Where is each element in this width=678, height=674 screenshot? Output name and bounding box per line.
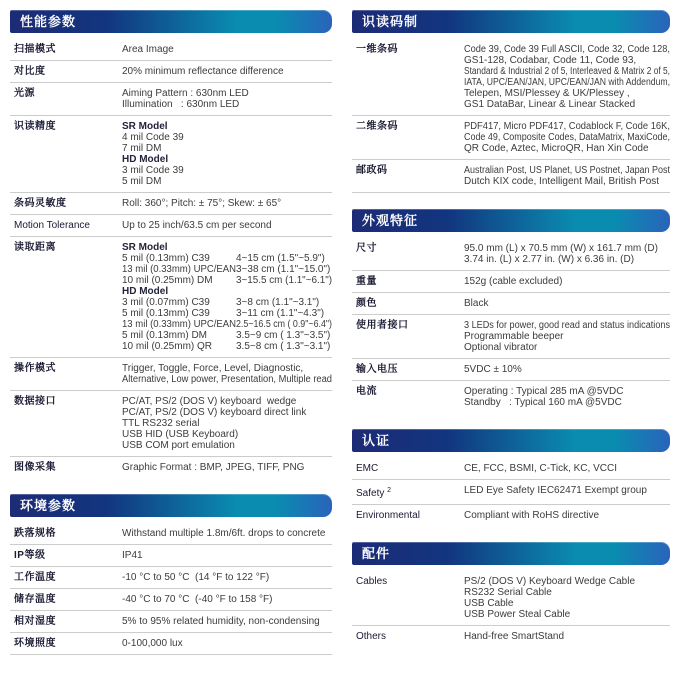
spec-label-text: 对比度	[14, 66, 46, 77]
spec-value-line	[122, 462, 332, 473]
section-symbology	[352, 10, 670, 193]
spec-row	[10, 237, 332, 358]
spec-label	[10, 220, 122, 231]
spec-value-text: 3~8 cm (1.1"~3.1")	[236, 297, 320, 308]
spec-value-text: 13 mil (0.33mm) UPC/EAN	[122, 319, 236, 330]
spec-range-distance	[236, 308, 332, 319]
spec-label	[10, 550, 122, 561]
spec-value-text: Code 39, Code 39 Full ASCII, Code 32, Code 128,	[464, 44, 670, 55]
spec-value-text: 5 mil (0.13mm) DM	[122, 330, 208, 341]
spec-label-text: Others	[356, 631, 387, 643]
spec-value	[122, 44, 332, 55]
spec-range-distance	[236, 297, 332, 308]
spec-value-line	[122, 66, 332, 77]
spec-row	[352, 116, 670, 160]
spec-row	[352, 480, 670, 505]
spec-value-text: Australian Post, US Planet, US Postnet, Japan Post	[464, 165, 670, 176]
spec-value-text: Trigger, Toggle, Force, Level, Diagnostic,	[122, 363, 304, 374]
spec-label-text: IP等级	[14, 550, 46, 561]
spec-value-text: 3.74 in. (L) x 2.77 in. (W) x 6.36 in. (D)	[464, 254, 635, 265]
spec-label	[10, 242, 122, 352]
spec-value-text: -10 °C to 50 °C (14 °F to 122 °F)	[122, 572, 270, 583]
spec-label-text: 储存温度	[14, 594, 56, 605]
spec-value-text: Standby : Typical 160 mA @5VDC	[464, 397, 622, 408]
spec-range-spec	[122, 297, 236, 308]
spec-value-text: Area Image	[122, 44, 174, 55]
spec-value-text: IATA, UPC/EAN/JAN, UPC/EAN/JAN with Addendum,	[464, 77, 670, 88]
spec-value-line	[464, 463, 670, 474]
spec-value-line	[464, 510, 670, 521]
spec-value	[464, 44, 670, 110]
section-appearance	[352, 209, 670, 413]
spec-value	[122, 363, 332, 385]
spec-row	[352, 293, 670, 315]
spec-value	[122, 242, 332, 352]
spec-value	[464, 276, 670, 287]
spec-label	[352, 121, 464, 154]
spec-value-text: Illumination : 630nm LED	[122, 99, 240, 110]
spec-value-text: Black	[464, 298, 489, 309]
spec-label	[10, 594, 122, 605]
spec-value-line	[464, 598, 670, 609]
spec-value-subheading	[122, 154, 332, 165]
spec-value	[464, 298, 670, 309]
spec-value-line	[464, 132, 670, 143]
spec-label-text: 输入电压	[356, 364, 398, 375]
spec-row	[10, 83, 332, 116]
spec-value-line	[122, 440, 332, 451]
spec-value-text: 2.5~16.5 cm ( 0.9"~6.4")	[236, 319, 332, 330]
spec-label	[352, 485, 464, 499]
spec-label	[352, 276, 464, 287]
spec-label	[352, 510, 464, 521]
spec-label-text: 操作模式	[14, 363, 56, 374]
spec-value-text: 5 mil DM	[122, 176, 162, 187]
spec-value-line	[122, 429, 332, 440]
spec-value-text: 3~11 cm (1.1"~4.3")	[236, 308, 325, 319]
spec-row	[10, 633, 332, 655]
spec-value-text: Up to 25 inch/63.5 cm per second	[122, 220, 272, 231]
spec-label	[352, 298, 464, 309]
spec-value-line	[122, 220, 332, 231]
spec-value	[464, 485, 670, 499]
spec-value-text: Aiming Pattern : 630nm LED	[122, 88, 249, 99]
spec-value-text: TTL RS232 serial	[122, 418, 200, 429]
spec-value-line	[464, 121, 670, 132]
spec-label-text: 使用者接口	[356, 320, 409, 331]
spec-value	[122, 528, 332, 539]
section-header-performance	[10, 10, 332, 33]
spec-value	[122, 121, 332, 187]
section-title: 配件	[362, 546, 391, 562]
spec-value-text: 0-100,000 lux	[122, 638, 183, 649]
spec-label	[10, 66, 122, 77]
spec-row	[10, 545, 332, 567]
spec-value-text: 4~15 cm (1.5"~5.9")	[236, 253, 325, 264]
spec-label-text: 图像采集	[14, 462, 56, 473]
spec-value-text: Alternative, Low power, Presentation, Multiple read	[122, 374, 332, 385]
spec-label	[10, 363, 122, 385]
spec-value-line	[122, 198, 332, 209]
spec-value	[464, 121, 670, 154]
spec-label	[10, 528, 122, 539]
spec-value-text: GS1 DataBar, Linear & Linear Stacked	[464, 99, 636, 110]
spec-row	[352, 160, 670, 193]
spec-range-spec	[122, 253, 236, 264]
spec-label-text: 电流	[356, 386, 377, 397]
section-title: 认证	[362, 433, 391, 448]
spec-value-line	[122, 44, 332, 55]
right-column	[352, 10, 670, 647]
spec-value-text: 3 mil (0.07mm) C39	[122, 297, 210, 308]
spec-label-text: 扫描模式	[14, 44, 56, 55]
spec-value	[122, 550, 332, 561]
spec-value-line	[464, 44, 670, 55]
spec-row	[10, 457, 332, 478]
spec-value-text: PC/AT, PS/2 (DOS V) keyboard wedge	[122, 396, 297, 407]
spec-value-text: Dutch KIX code, Intelligent Mail, British Post	[464, 176, 660, 187]
spec-value-text: 4 mil Code 39	[122, 132, 184, 143]
section-environment	[10, 494, 332, 655]
spec-row	[10, 39, 332, 61]
spec-value-text: 7 mil DM	[122, 143, 162, 154]
spec-row	[10, 358, 332, 391]
spec-value-text: Operating : Typical 285 mA @5VDC	[464, 386, 624, 397]
spec-value	[122, 462, 332, 473]
spec-label-text: 读取距离	[14, 242, 56, 253]
spec-value-line	[122, 528, 332, 539]
spec-value-line	[464, 485, 670, 496]
spec-value-text: Programmable beeper	[464, 331, 564, 342]
section-accessories	[352, 542, 670, 647]
spec-label-sup: 2	[387, 487, 392, 494]
spec-value-line	[464, 254, 670, 265]
spec-range-line	[122, 308, 332, 319]
spec-label	[352, 320, 464, 353]
section-performance	[10, 10, 332, 478]
spec-value	[464, 463, 670, 474]
spec-range-spec	[122, 308, 236, 319]
spec-range-distance	[236, 319, 332, 330]
spec-row	[352, 381, 670, 413]
spec-value	[122, 198, 332, 209]
spec-row	[10, 589, 332, 611]
spec-range-spec	[122, 319, 236, 330]
spec-range-line	[122, 341, 332, 352]
section-header-symbology	[352, 10, 670, 33]
spec-value-text: Code 49, Composite Codes, DataMatrix, MaxiCode,	[464, 132, 670, 143]
spec-value-line	[122, 638, 332, 649]
spec-row	[352, 39, 670, 116]
section-header-environment	[10, 494, 332, 517]
section-certification	[352, 429, 670, 526]
left-column	[10, 10, 332, 655]
spec-value-text: SR Model	[122, 242, 168, 253]
spec-value-text: 10 mil (0.25mm) QR	[122, 341, 213, 352]
spec-range-distance	[236, 275, 332, 286]
spec-label-text: Environmental	[356, 510, 420, 522]
spec-label-text: Motion Tolerance	[14, 220, 90, 231]
spec-row	[10, 567, 332, 589]
spec-row	[352, 359, 670, 381]
spec-value-line	[122, 418, 332, 429]
spec-value	[464, 243, 670, 265]
spec-value-text: USB HID (USB Keyboard)	[122, 429, 239, 440]
spec-value-text: 3.5~8 cm ( 1.3"~3.1")	[236, 341, 331, 352]
spec-value-text: PS/2 (DOS V) Keyboard Wedge Cable	[464, 576, 636, 588]
spec-label-text: 颜色	[356, 298, 377, 309]
spec-label-text: Safety	[356, 488, 385, 500]
spec-value-line	[122, 550, 332, 561]
spec-value-text: HD Model	[122, 154, 169, 165]
section-title: 识读码制	[362, 14, 419, 29]
spec-label	[352, 364, 464, 375]
spec-label-text: 邮政码	[356, 165, 388, 176]
spec-row	[10, 523, 332, 545]
spec-value-line	[122, 374, 332, 385]
spec-value-line	[122, 143, 332, 154]
spec-value-line	[464, 88, 670, 99]
spec-value-text: 3~15.5 cm (1.1"~6.1")	[236, 275, 332, 286]
spec-value	[122, 638, 332, 649]
spec-range-distance	[236, 253, 332, 264]
spec-value-text: 3 LEDs for power, good read and status indications	[464, 320, 670, 331]
spec-label	[352, 576, 464, 620]
spec-value-text: 5% to 95% related humidity, non-condensing	[122, 616, 320, 627]
spec-range-line	[122, 275, 332, 286]
spec-value	[464, 631, 670, 642]
spec-value-line	[122, 616, 332, 627]
spec-label-text: 二维条码	[356, 121, 398, 132]
spec-range-line	[122, 264, 332, 275]
spec-value-text: Compliant with RoHS directive	[464, 510, 600, 522]
spec-value-line	[464, 331, 670, 342]
spec-label	[10, 198, 122, 209]
spec-label-text: 光源	[14, 88, 35, 99]
spec-label	[10, 396, 122, 451]
spec-range-distance	[236, 330, 332, 341]
spec-value	[122, 66, 332, 77]
spec-label-text: Cables	[356, 576, 388, 588]
spec-label	[352, 165, 464, 187]
spec-range-line	[122, 330, 332, 341]
spec-value-text: Withstand multiple 1.8m/6ft. drops to concrete	[122, 528, 326, 539]
spec-value	[464, 386, 670, 408]
spec-range-spec	[122, 264, 236, 275]
spec-value-text: IP41	[122, 550, 143, 561]
spec-row	[352, 505, 670, 526]
spec-value-line	[122, 407, 332, 418]
spec-value-text: 152g (cable excluded)	[464, 276, 563, 287]
spec-value-text: LED Eye Safety IEC62471 Exempt group	[464, 485, 647, 496]
spec-range-spec	[122, 341, 236, 352]
spec-value-text: GS1-128, Codabar, Code 11, Code 93,	[464, 55, 637, 66]
spec-value-subheading	[122, 242, 332, 253]
spec-value-line	[464, 276, 670, 287]
spec-value	[464, 576, 670, 620]
spec-value-text: CE, FCC, BSMI, C-Tick, KC, VCCI	[464, 463, 617, 474]
spec-value-text: 3~38 cm (1.1"~15.0")	[236, 264, 331, 275]
spec-value-text: RS232 Serial Cable	[464, 587, 552, 599]
spec-value-line	[122, 363, 332, 374]
spec-range-spec	[122, 275, 236, 286]
spec-value-line	[464, 587, 670, 598]
spec-label-text: EMC	[356, 463, 379, 474]
spec-value-text: Standard & Industrial 2 of 5, Interleaved & Matrix 2 of 5,	[464, 66, 670, 77]
spec-label	[10, 616, 122, 627]
spec-value-line	[464, 165, 670, 176]
spec-value-line	[464, 609, 670, 620]
spec-value-line	[122, 594, 332, 605]
spec-label	[10, 121, 122, 187]
spec-value-line	[122, 132, 332, 143]
section-title: 性能参数	[20, 14, 77, 29]
spec-row	[10, 116, 332, 193]
spec-label	[352, 44, 464, 110]
spec-value-text: 5 mil (0.13mm) C39	[122, 253, 210, 264]
spec-value-text: 95.0 mm (L) x 70.5 mm (W) x 161.7 mm (D)	[464, 243, 658, 254]
spec-value	[122, 88, 332, 110]
spec-value-line	[464, 386, 670, 397]
spec-label	[10, 572, 122, 583]
spec-row	[352, 238, 670, 271]
spec-label-text: 工作温度	[14, 572, 56, 583]
spec-label-text: 重量	[356, 276, 377, 287]
spec-label-text: 尺寸	[356, 243, 377, 254]
spec-row	[352, 626, 670, 647]
spec-value-line	[464, 364, 670, 375]
spec-value-text: Graphic Format : BMP, JPEG, TIFF, PNG	[122, 462, 305, 473]
spec-label	[10, 88, 122, 110]
section-header-accessories	[352, 542, 670, 565]
spec-row	[352, 315, 670, 359]
spec-value-line	[464, 631, 670, 642]
spec-value-text: 20% minimum reflectance difference	[122, 66, 284, 77]
section-header-certification	[352, 429, 670, 452]
spec-range-distance	[236, 264, 332, 275]
spec-value-text: SR Model	[122, 121, 168, 132]
spec-value-text: 3 mil Code 39	[122, 165, 184, 176]
spec-label-text: 跌落规格	[14, 528, 56, 539]
spec-value-text: Roll: 360°; Pitch: ± 75°; Skew: ± 65°	[122, 198, 282, 209]
spec-value-line	[464, 176, 670, 187]
spec-value-line	[464, 99, 670, 110]
spec-label	[10, 638, 122, 649]
spec-row	[352, 571, 670, 626]
spec-value-line	[122, 572, 332, 583]
spec-value	[464, 510, 670, 521]
spec-value-line	[464, 576, 670, 587]
spec-value-line	[122, 88, 332, 99]
spec-value	[464, 165, 670, 187]
spec-row	[352, 458, 670, 480]
spec-value-text: PC/AT, PS/2 (DOS V) keyboard direct link	[122, 407, 307, 418]
spec-value-line	[122, 165, 332, 176]
spec-value	[464, 364, 670, 375]
spec-value-text: -40 °C to 70 °C (-40 °F to 158 °F)	[122, 594, 273, 605]
spec-value-line	[464, 397, 670, 408]
spec-label-text: 条码灵敏度	[14, 198, 67, 209]
spec-value-text: QR Code, Aztec, MicroQR, Han Xin Code	[464, 143, 649, 154]
spec-range-distance	[236, 341, 332, 352]
spec-value-line	[122, 176, 332, 187]
spec-value-subheading	[122, 121, 332, 132]
spec-range-line	[122, 253, 332, 264]
spec-label-text: 数据接口	[14, 396, 56, 407]
spec-label-text: 环境照度	[14, 638, 56, 649]
spec-value-line	[464, 342, 670, 353]
spec-value-subheading	[122, 286, 332, 297]
spec-value	[122, 572, 332, 583]
spec-row	[10, 193, 332, 215]
spec-value	[464, 320, 670, 353]
section-title: 外观特征	[362, 213, 419, 228]
spec-value-line	[122, 99, 332, 110]
spec-value-line	[464, 320, 670, 331]
spec-label	[10, 44, 122, 55]
spec-value-text: Hand-free SmartStand	[464, 631, 565, 643]
spec-value-text: HD Model	[122, 286, 169, 297]
spec-value-line	[464, 143, 670, 154]
spec-range-line	[122, 297, 332, 308]
spec-value	[122, 594, 332, 605]
spec-value-line	[464, 66, 670, 77]
spec-range-spec	[122, 330, 236, 341]
spec-value	[122, 616, 332, 627]
spec-value-text: 10 mil (0.25mm) DM	[122, 275, 213, 286]
spec-value-text: USB Cable	[464, 598, 514, 610]
spec-value-line	[464, 77, 670, 88]
spec-row	[10, 61, 332, 83]
spec-label	[10, 462, 122, 473]
spec-row	[10, 391, 332, 457]
spec-value-text: PDF417, Micro PDF417, Codablock F, Code 16K,	[464, 121, 670, 132]
spec-value-line	[122, 396, 332, 407]
spec-label-text: 一维条码	[356, 44, 398, 55]
spec-value-text: 13 mil (0.33mm) UPC/EAN	[122, 264, 236, 275]
spec-row	[10, 611, 332, 633]
spec-value-line	[464, 55, 670, 66]
spec-value-text: 5VDC ± 10%	[464, 364, 522, 375]
spec-label-text: 相对湿度	[14, 616, 56, 627]
spec-label-text: 识读精度	[14, 121, 56, 132]
spec-row	[10, 215, 332, 237]
spec-range-line	[122, 319, 332, 330]
spec-value-text: USB Power Steal Cable	[464, 609, 571, 621]
spec-value	[122, 396, 332, 451]
spec-value	[122, 220, 332, 231]
spec-label	[352, 243, 464, 265]
spec-label	[352, 631, 464, 642]
spec-row	[352, 271, 670, 293]
spec-value-line	[464, 298, 670, 309]
spec-value-line	[464, 243, 670, 254]
spec-value-text: USB COM port emulation	[122, 440, 235, 451]
section-header-appearance	[352, 209, 670, 232]
spec-value-text: 5 mil (0.13mm) C39	[122, 308, 210, 319]
spec-label	[352, 386, 464, 408]
spec-value-text: Telepen, MSI/Plessey & UK/Plessey ,	[464, 88, 630, 99]
section-title: 环境参数	[20, 498, 77, 513]
spec-value-text: Optional vibrator	[464, 342, 538, 353]
spec-label	[352, 463, 464, 474]
spec-value-text: 3.5~9 cm ( 1.3"~3.5")	[236, 330, 331, 341]
